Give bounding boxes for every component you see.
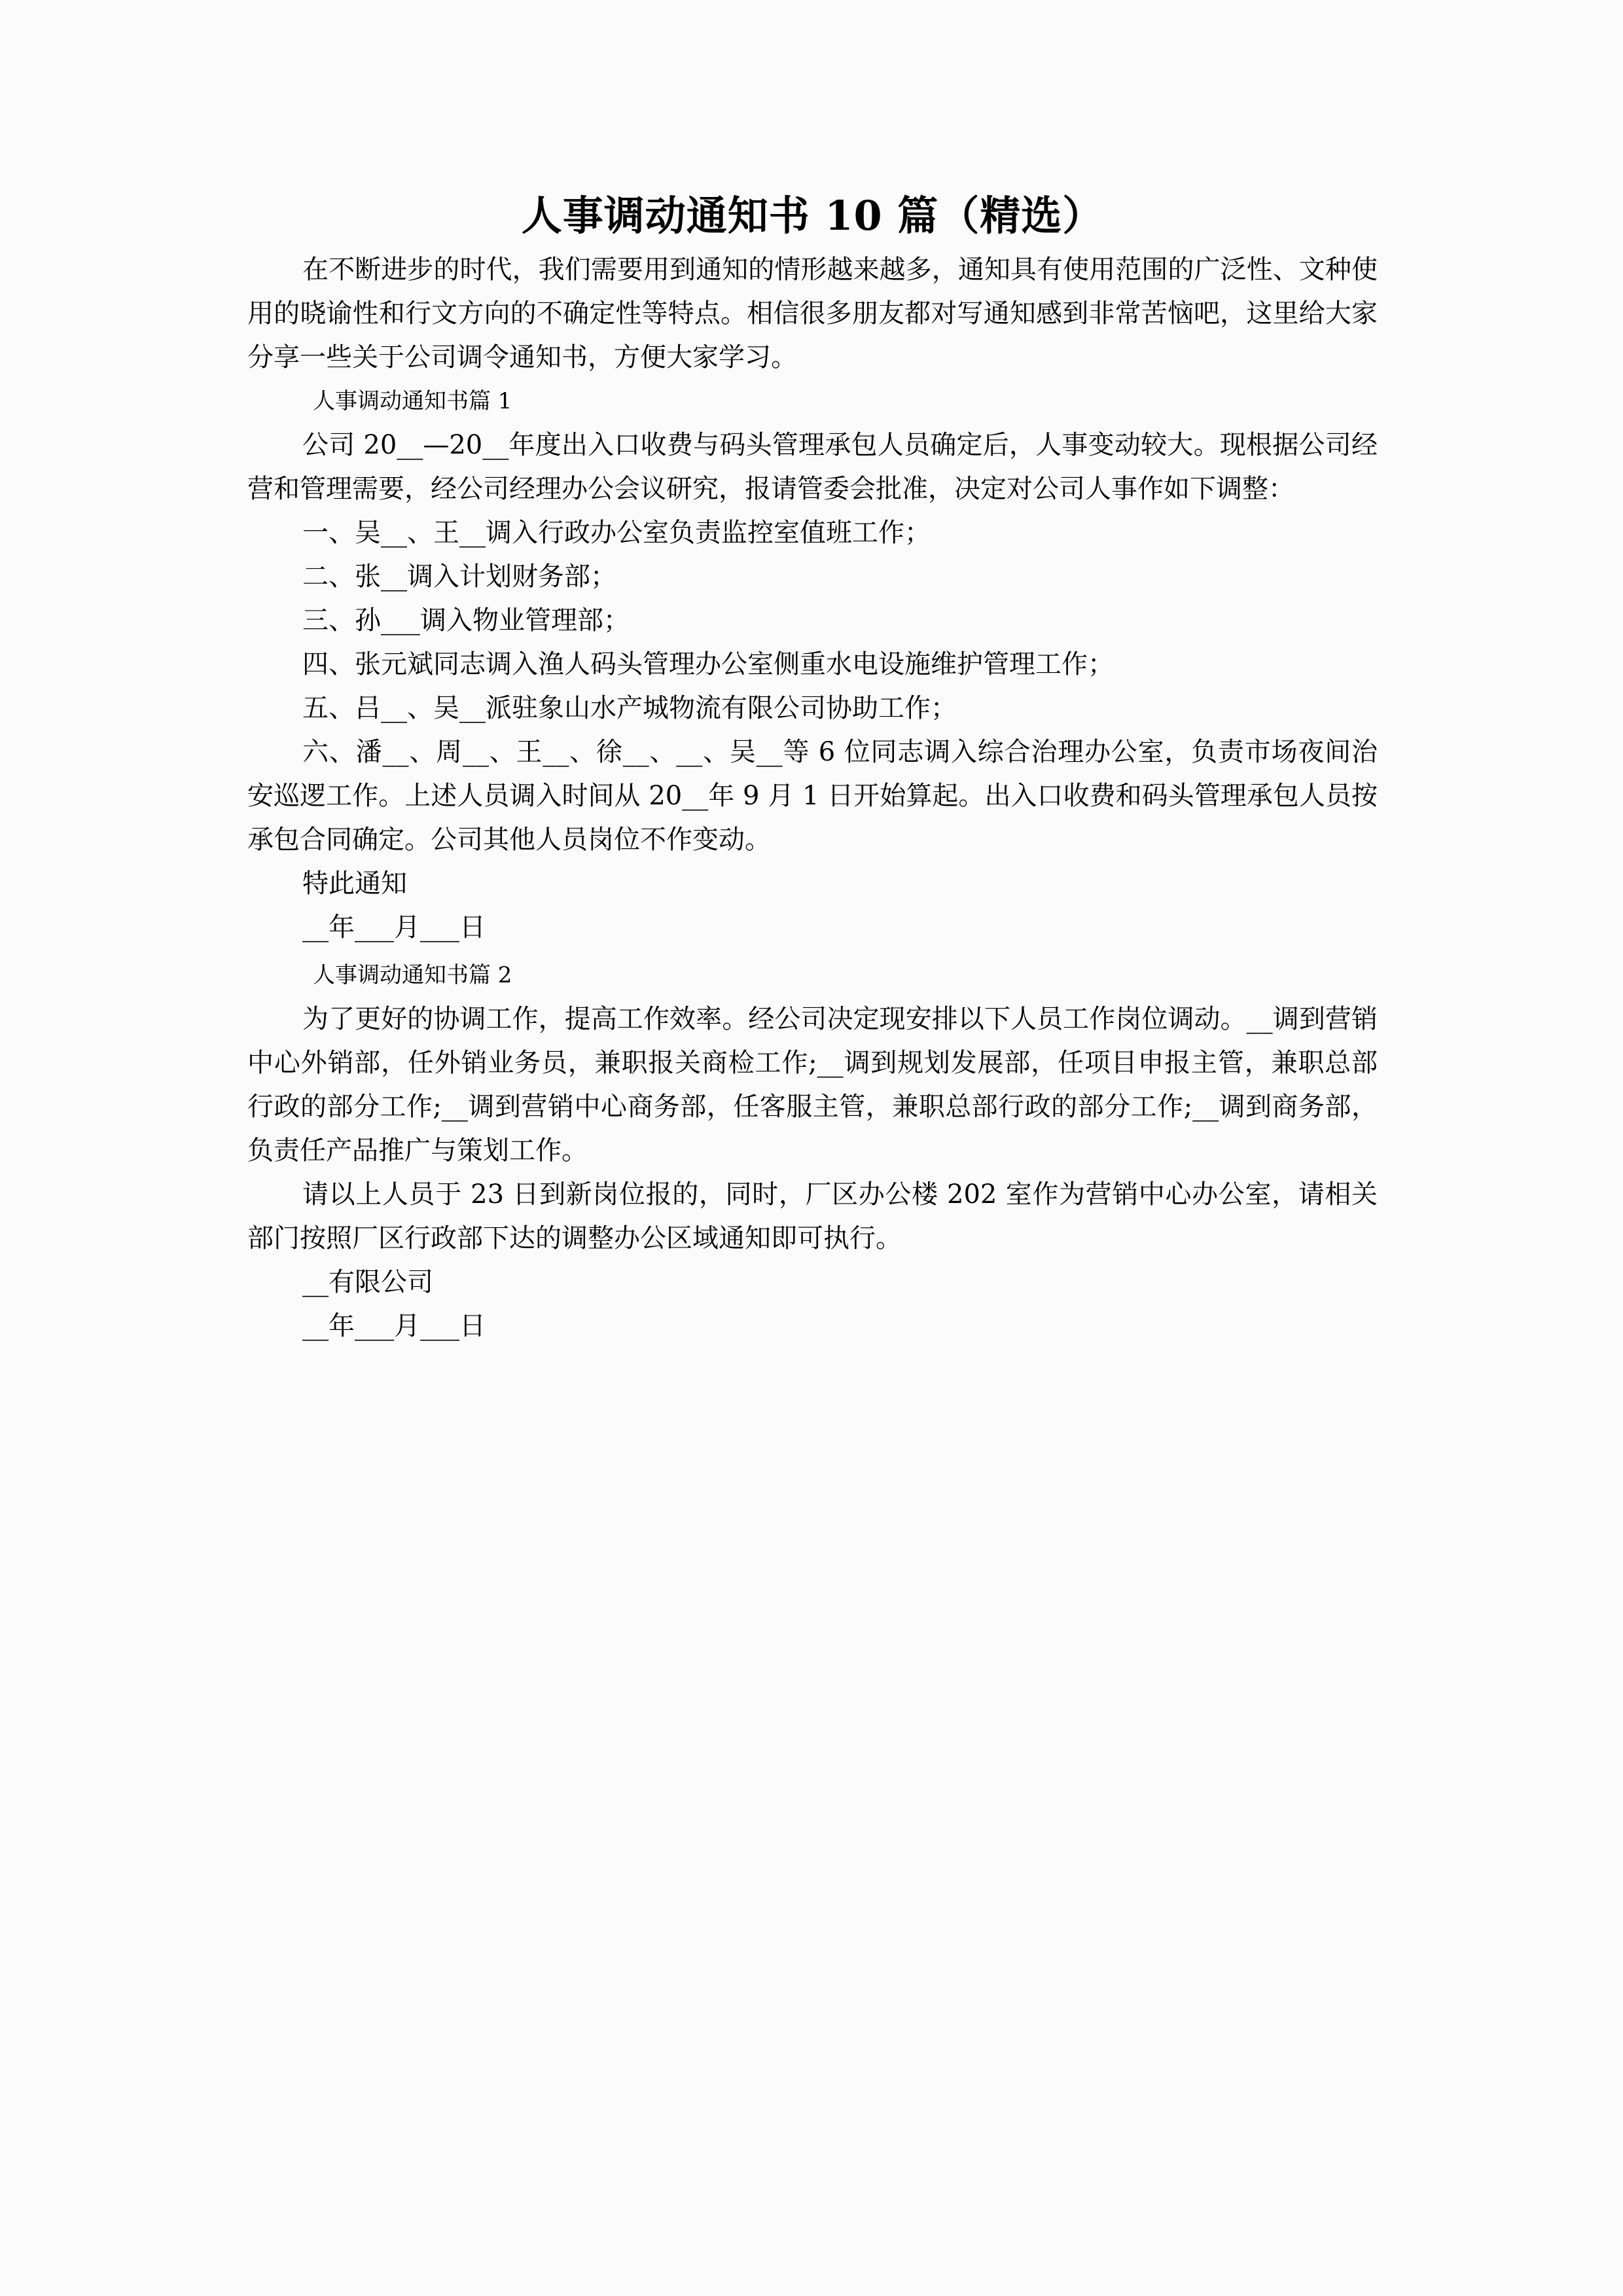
list-item: 三、孙___调入物业管理部； [302,605,630,636]
list-item: 六、潘__、周__、王__、徐__、__、吴__等 6 位同志调入综合治理办公室，负责市场夜间治安巡逻工作。上述人员调入时间从 20__年 9 月 1 日开始算起。出入口收费和码头管理承包人员按承包合同确定。公司其他人员岗位不作变动。 [247,737,1378,855]
section-2-instruction-paragraph: 请以上人员于 23 日到新岗位报的，同时，厂区办公楼 202 室作为营销中心办公室，请相关部门按照厂区行政部下达的调整办公区域通知即可执行。 [247,1179,1378,1254]
section-1-date-line: __年___月___日 [302,912,486,943]
document-content [247,0,1378,1348]
section-heading-2: 人事调动通知书篇 2 [313,962,512,989]
section-2-company-line: __有限公司 [302,1267,433,1298]
intro-paragraph: 在不断进步的时代，我们需要用到通知的情形越来越多，通知具有使用范围的广泛性、文种使用的晓谕性和行文方向的不确定性等特点。相信很多朋友都对写通知感到非常苦恼吧，这里给大家分享一些关于公司调令通知书，方便大家学习。 [247,255,1378,373]
section-1-lead-paragraph: 公司 20__—20__年度出入口收费与码头管理承包人员确定后，人事变动较大。现根据公司经营和管理需要，经公司经理办公会议研究，报请管委会批准，决定对公司人事作如下调整： [247,430,1378,505]
list-item: 二、张__调入计划财务部； [302,562,616,592]
list-item: 一、吴__、王__调入行政办公室负责监控室值班工作； [302,518,931,548]
page-title: 人事调动通知书 10 篇（精选） [521,192,1104,240]
list-item: 五、吕__、吴__派驻象山水产城物流有限公司协助工作； [302,693,957,724]
section-heading-1: 人事调动通知书篇 1 [313,388,512,415]
section-1-closing-note: 特此通知 [302,869,407,899]
section-2-lead-paragraph: 为了更好的协调工作，提高工作效率。经公司决定现安排以下人员工作岗位调动。__调到营销中心外销部，任外销业务员，兼职报关商检工作;__调到规划发展部，任项目申报主管，兼职总部行政的部分工作;__调到营销中心商务部，任客服主管，兼职总部行政的部分工作;__调到商务部，负责任产品推广与策划工作。 [247,1004,1378,1166]
list-item: 四、张元斌同志调入渔人码头管理办公室侧重水电设施维护管理工作； [302,649,1114,680]
section-2-date-line: __年___月___日 [302,1311,486,1342]
